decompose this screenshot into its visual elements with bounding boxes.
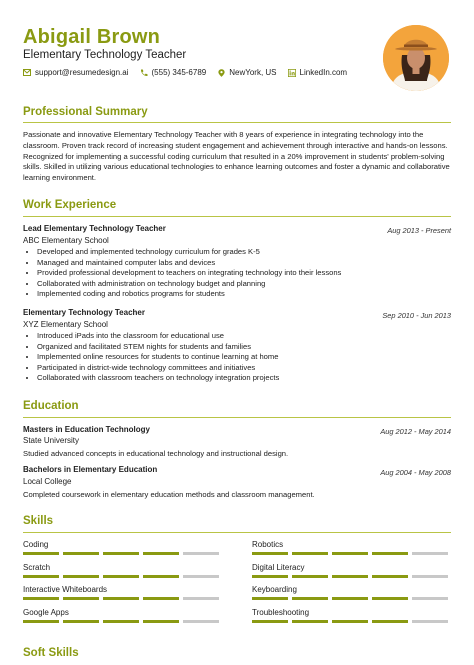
email-text: support@resumedesign.ai: [35, 68, 129, 77]
list-item: • Implemented coding and robotics programs for students: [37, 289, 341, 300]
skill-level-segment: [332, 552, 368, 555]
skill-level-segment: [183, 597, 219, 600]
skill-level-segment: [23, 620, 59, 623]
job-employer: ABC Elementary School: [23, 236, 109, 245]
skill-level-segment: [183, 620, 219, 623]
skill-level-bar: [252, 597, 448, 600]
skill-name: Troubleshooting: [252, 607, 310, 617]
education-divider: [23, 417, 451, 418]
profile-photo: [383, 25, 449, 91]
list-item: • Implemented online resources for students to continue learning at home: [37, 352, 279, 363]
skill-name: Robotics: [252, 540, 284, 549]
phone-text: (555) 345-6789: [151, 68, 207, 77]
skill-level-bar: [23, 597, 219, 600]
degree-date: Aug 2012 - May 2014: [380, 427, 451, 436]
skill-level-bar: [23, 552, 219, 555]
skill-level-bar: [23, 575, 219, 578]
skill-level-segment: [143, 620, 179, 623]
list-item: • Provided professional development to teachers on integrating technology into their lessons: [37, 268, 341, 279]
skill-level-bar: [252, 620, 448, 623]
contact-linkedin[interactable]: [288, 68, 348, 77]
skill-level-segment: [63, 597, 99, 600]
skill-level-bar: [252, 575, 448, 578]
skill-level-segment: [23, 597, 59, 600]
skill-name: Scratch: [23, 562, 51, 572]
skill-level-segment: [252, 575, 288, 578]
experience-heading: Work Experience: [23, 199, 117, 211]
skill-level-segment: [292, 597, 328, 600]
job-bullets: [23, 247, 341, 300]
skill-level-segment: [63, 575, 99, 578]
envelope-icon: [23, 69, 31, 77]
experience-divider: [23, 216, 451, 217]
skills-heading: Skills: [23, 515, 54, 527]
degree-description: Completed coursework in elementary education methods and classroom management.: [23, 490, 315, 499]
skill-level-segment: [252, 597, 288, 600]
skill-level-segment: [412, 620, 448, 623]
skill-level-segment: [252, 552, 288, 555]
contact-location: [217, 68, 276, 77]
skill-level-segment: [412, 552, 448, 555]
skill-level-segment: [103, 552, 139, 555]
skill-level-segment: [372, 620, 408, 623]
skill-name: Digital Literacy: [252, 562, 305, 572]
skill-level-segment: [183, 575, 219, 578]
list-item: • Developed and implemented technology curriculum for grades K-5: [37, 247, 341, 258]
skill-name: Google Apps: [23, 607, 69, 617]
location-pin-icon: [217, 69, 225, 77]
contact-phone[interactable]: [140, 68, 207, 77]
job-date: Aug 2013 - Present: [387, 226, 451, 235]
job-date: Sep 2010 - Jun 2013: [382, 311, 451, 320]
list-item: • Introduced iPads into the classroom for educational use: [37, 331, 279, 342]
linkedin-text: LinkedIn.com: [299, 68, 348, 77]
education-heading: Education: [23, 400, 79, 412]
degree-date: Aug 2004 - May 2008: [380, 468, 451, 477]
skill-level-segment: [292, 620, 328, 623]
skill-level-segment: [143, 597, 179, 600]
skill-level-segment: [103, 575, 139, 578]
skill-level-segment: [332, 575, 368, 578]
skill-level-segment: [292, 575, 328, 578]
skill-level-segment: [63, 552, 99, 555]
skill-level-segment: [63, 620, 99, 623]
candidate-name: Abigail Brown: [23, 26, 161, 48]
list-item: • Managed and maintained computer labs and devices: [37, 258, 341, 269]
linkedin-icon: [288, 69, 296, 77]
skill-level-segment: [332, 597, 368, 600]
school-name: Local College: [23, 477, 72, 486]
skill-level-segment: [372, 575, 408, 578]
skills-divider: [23, 532, 451, 533]
candidate-title: Elementary Technology Teacher: [23, 49, 187, 61]
skill-level-segment: [292, 552, 328, 555]
skill-level-segment: [332, 620, 368, 623]
school-name: State University: [23, 436, 80, 445]
skill-level-segment: [103, 597, 139, 600]
summary-text: Passionate and innovative Elementary Technology Teacher with 8 years of experience in integrating technology into the classroom. Proven track record of increasing student engagement and achievement through interactive and hands-on lessons. Recognized for implementing a successful coding curriculum that resulted in a 20% improvement in students' problem-solving skills. Skilled in utilizing various educational technologies to enhance learning outcomes and foster a dynamic and collaborative learning environment.: [23, 130, 450, 183]
job-title: Elementary Technology Teacher: [23, 308, 145, 317]
skill-level-segment: [412, 597, 448, 600]
list-item: • Collaborated with classroom teachers on technology integration projects: [37, 373, 279, 384]
contact-email[interactable]: [23, 68, 129, 77]
degree-title: Bachelors in Elementary Education: [23, 465, 158, 474]
skill-level-bar: [23, 620, 219, 623]
skill-level-segment: [143, 552, 179, 555]
soft-skills-heading: Soft Skills: [23, 647, 79, 659]
skill-level-segment: [143, 575, 179, 578]
summary-heading: Professional Summary: [23, 106, 148, 118]
skill-level-segment: [412, 575, 448, 578]
skill-name: Keyboarding: [252, 585, 297, 594]
list-item: • Organized and facilitated STEM nights for students and families: [37, 342, 279, 353]
contact-bar: [23, 68, 347, 77]
skill-level-segment: [183, 552, 219, 555]
summary-divider: [23, 122, 451, 123]
list-item: • Collaborated with administration on technology budget and planning: [37, 279, 341, 290]
job-employer: XYZ Elementary School: [23, 320, 108, 329]
skill-level-segment: [23, 575, 59, 578]
skill-level-segment: [372, 597, 408, 600]
skill-name: Coding: [23, 540, 49, 549]
degree-title: Masters in Education Technology: [23, 425, 150, 434]
list-item: • Participated in district-wide technology committees and initiatives: [37, 363, 279, 374]
location-text: NewYork, US: [229, 68, 277, 77]
skill-level-segment: [23, 552, 59, 555]
degree-description: Studied advanced concepts in educational technology and instructional design.: [23, 449, 289, 458]
skill-level-bar: [252, 552, 448, 555]
skill-level-segment: [252, 620, 288, 623]
skill-level-segment: [103, 620, 139, 623]
phone-icon: [140, 69, 148, 77]
job-bullets: [23, 331, 279, 384]
skill-level-segment: [372, 552, 408, 555]
skill-name: Interactive Whiteboards: [23, 585, 108, 594]
job-title: Lead Elementary Technology Teacher: [23, 224, 166, 233]
